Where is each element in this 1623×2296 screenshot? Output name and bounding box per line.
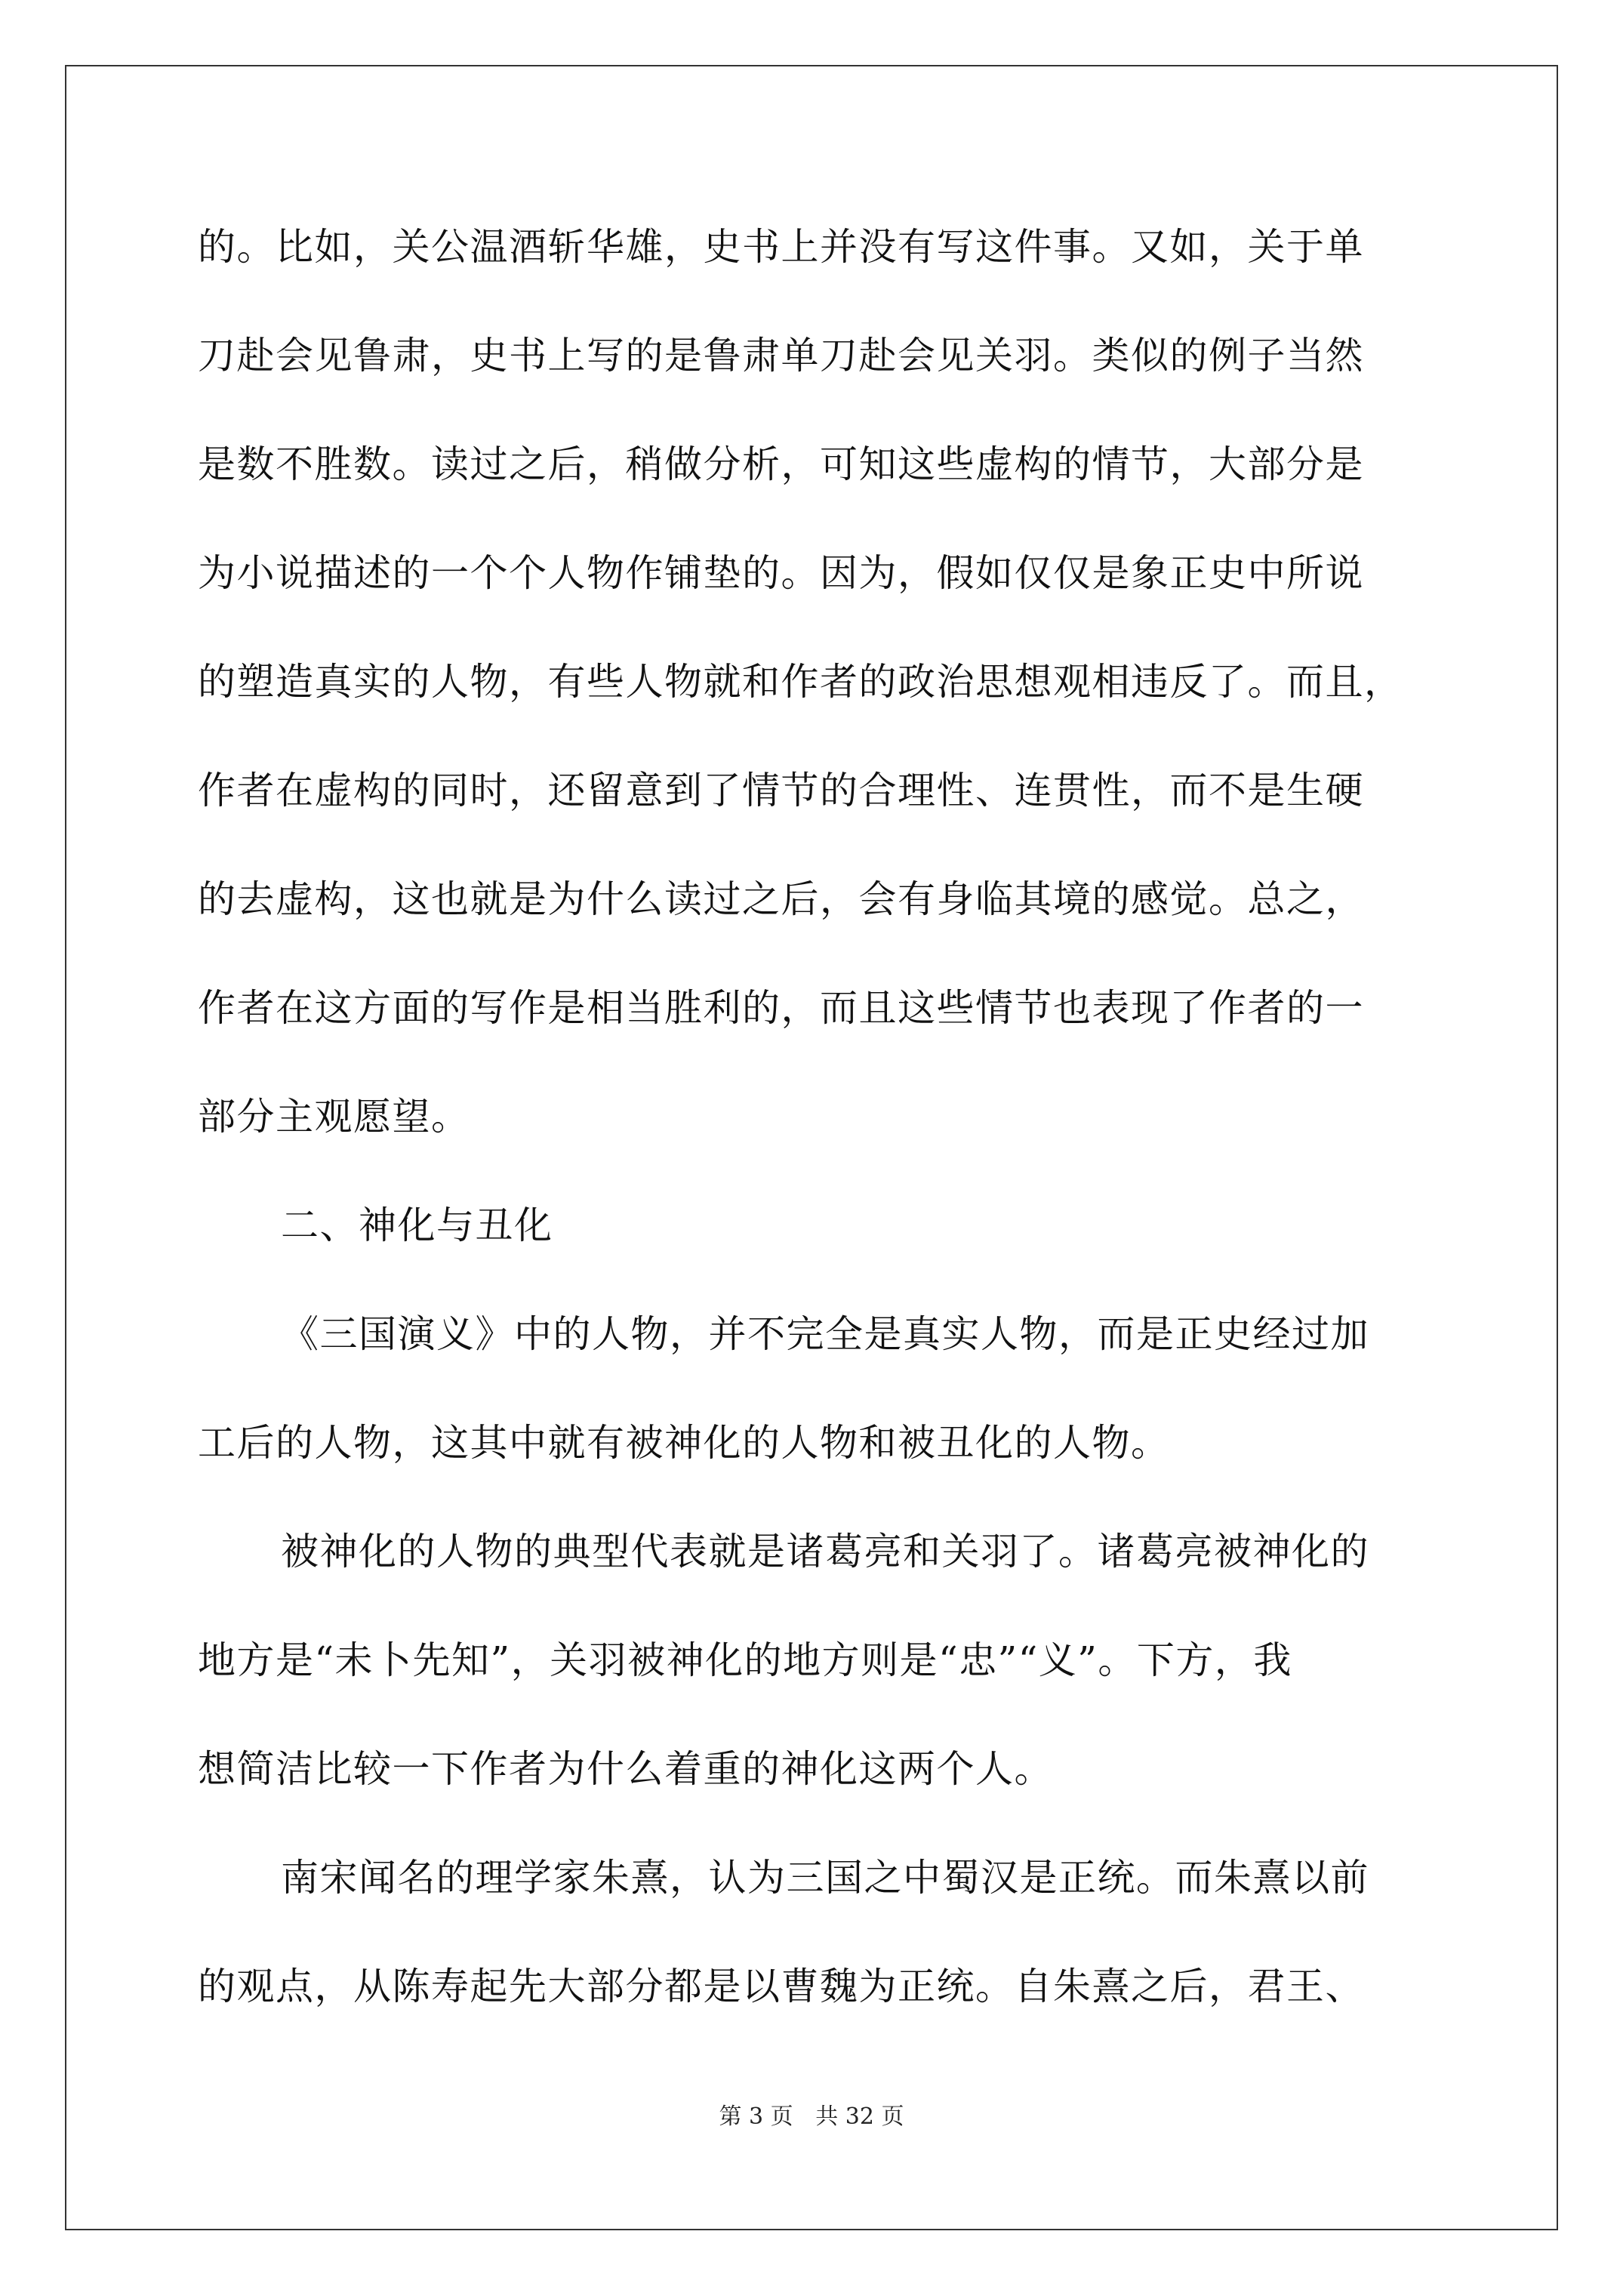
text-line: 作者在这方面的写作是相当胜利的，而且这些情节也表现了作者的一: [198, 986, 1364, 1030]
text-line: 的。比如，关公温酒斩华雄，史书上并没有写这件事。又如，关于单: [198, 225, 1364, 269]
text-line: 作者在虚构的同时，还留意到了情节的合理性、连贯性，而不是生硬: [198, 769, 1364, 812]
document-body: [198, 193, 1428, 2041]
text-line: 的去虚构，这也就是为什么读过之后，会有身临其境的感觉。总之，: [198, 877, 1364, 921]
text-line: 南宋闻名的理学家朱熹，认为三国之中蜀汉是正统。而朱熹以前: [281, 1856, 1369, 1900]
text-line: 为小说描述的一个个人物作铺垫的。因为，假如仅仅是象正史中所说: [198, 551, 1364, 595]
current-page-number: 第 3 页: [719, 2103, 793, 2130]
text-line: 《三国演义》中的人物，并不完全是真实人物，而是正史经过加: [281, 1312, 1369, 1356]
section-heading: 二、神化与丑化: [281, 1203, 553, 1247]
page-footer: [0, 2097, 1623, 2131]
text-line: 想简洁比较一下作者为什么着重的神化这两个人。: [198, 1747, 1053, 1791]
total-page-count: 共 32 页: [815, 2103, 904, 2130]
text-line: 部分主观愿望。: [198, 1095, 470, 1139]
text-line: 的观点，从陈寿起先大部分都是以曹魏为正统。自朱熹之后，君王、: [198, 1965, 1364, 2008]
text-line: 刀赴会见鲁肃，史书上写的是鲁肃单刀赴会见关羽。类似的例子当然: [198, 334, 1364, 378]
text-line: 工后的人物，这其中就有被神化的人物和被丑化的人物。: [198, 1421, 1170, 1465]
text-line: 的塑造真实的人物，有些人物就和作者的政治思想观相违反了。而且，: [198, 660, 1403, 704]
text-line: 被神化的人物的典型代表就是诸葛亮和关羽了。诸葛亮被神化的: [281, 1530, 1369, 1573]
text-line: 是数不胜数。读过之后，稍做分析，可知这些虚构的情节，大部分是: [198, 442, 1364, 486]
text-line: 地方是“未卜先知”，关羽被神化的地方则是“忠”“义”。下方，我: [198, 1638, 1292, 1682]
